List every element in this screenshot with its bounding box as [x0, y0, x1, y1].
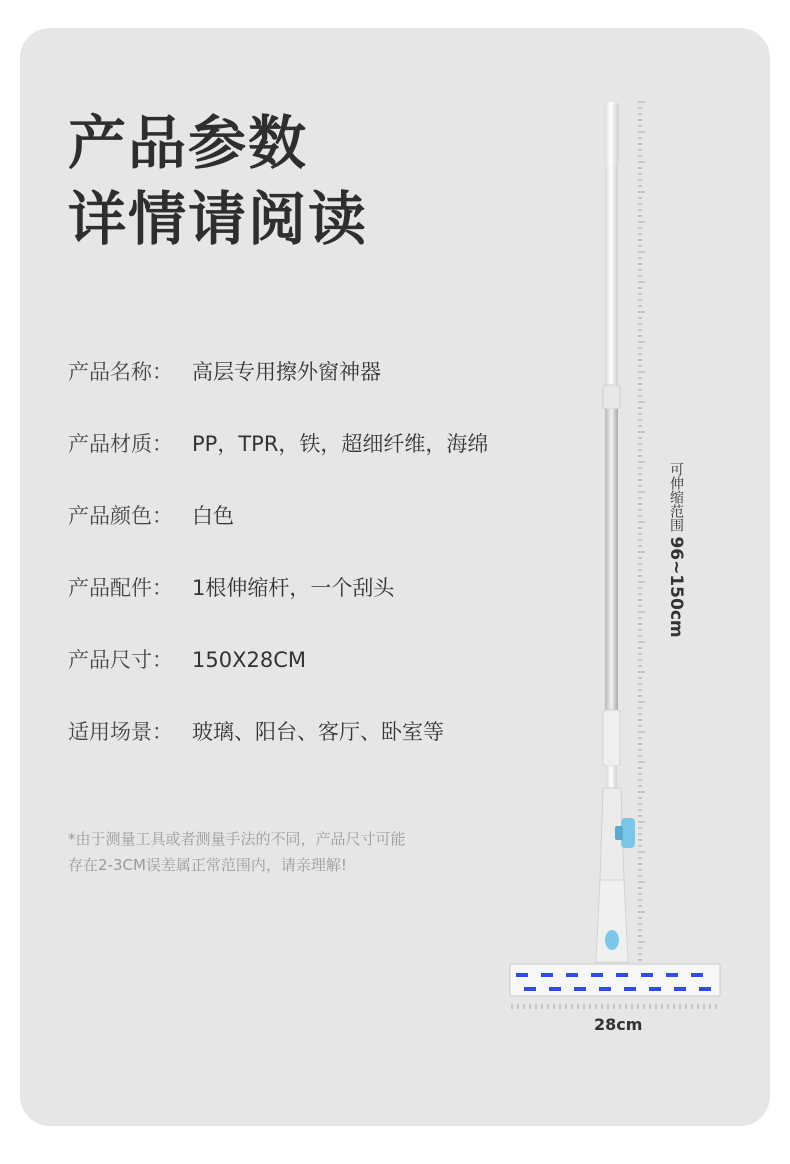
spec-value: 1根伸缩杆，一个刮头 — [192, 576, 395, 600]
spec-value: 白色 — [192, 504, 234, 528]
horizontal-ruler — [512, 1004, 716, 1009]
pole-top-tip — [604, 102, 619, 164]
disclaimer-line2: 存在2-3CM误差属正常范围内，请亲理解! — [68, 856, 347, 874]
spec-value: 高层专用擦外窗神器 — [192, 360, 381, 384]
length-value: 96~150cm — [666, 536, 686, 638]
page-title-line1: 产品参数 — [68, 109, 309, 177]
rotation-knob — [621, 818, 635, 848]
head-stripe — [691, 973, 703, 977]
page-title-line2: 详情请阅读 — [68, 185, 369, 253]
pivot-button — [605, 930, 619, 950]
head-stripe — [541, 973, 553, 977]
mop-head — [510, 964, 720, 996]
head-stripe — [649, 987, 661, 991]
spec-label: 适用场景： — [68, 720, 173, 744]
spec-value: PP，TPR，铁，超细纤维，海绵 — [192, 432, 489, 456]
spec-value: 150X28CM — [192, 648, 306, 672]
spec-label: 产品颜色： — [68, 504, 173, 528]
head-stripe — [616, 973, 628, 977]
head-stripe — [666, 973, 678, 977]
vertical-ruler — [638, 102, 645, 996]
spec-label: 产品材质： — [68, 432, 173, 456]
head-stripe — [524, 987, 536, 991]
spec-value: 玻璃、阳台、客厅、卧室等 — [192, 720, 444, 744]
width-value: 28cm — [594, 1015, 643, 1034]
head-stripe — [624, 987, 636, 991]
head-stripe — [591, 973, 603, 977]
head-stripe — [516, 973, 528, 977]
pole-lower-section — [606, 766, 617, 788]
head-stripe — [699, 987, 711, 991]
spec-label: 产品尺寸： — [68, 648, 173, 672]
pole-upper-section — [605, 164, 618, 386]
head-stripe — [599, 987, 611, 991]
head-stripe — [566, 973, 578, 977]
pole-aluminium-section — [605, 409, 618, 711]
head-stripe — [574, 987, 586, 991]
spec-label: 产品名称： — [68, 360, 173, 384]
spec-label: 产品配件： — [68, 576, 173, 600]
disclaimer-line1: *由于测量工具或者测量手法的不同，产品尺寸可能 — [68, 830, 406, 848]
length-caption: 可伸缩范围 — [668, 462, 684, 532]
head-stripe — [674, 987, 686, 991]
head-stripe — [641, 973, 653, 977]
pole-joint-upper — [603, 385, 620, 409]
pole-joint-lower — [603, 710, 620, 766]
knob-cap — [615, 826, 623, 840]
head-stripe — [549, 987, 561, 991]
